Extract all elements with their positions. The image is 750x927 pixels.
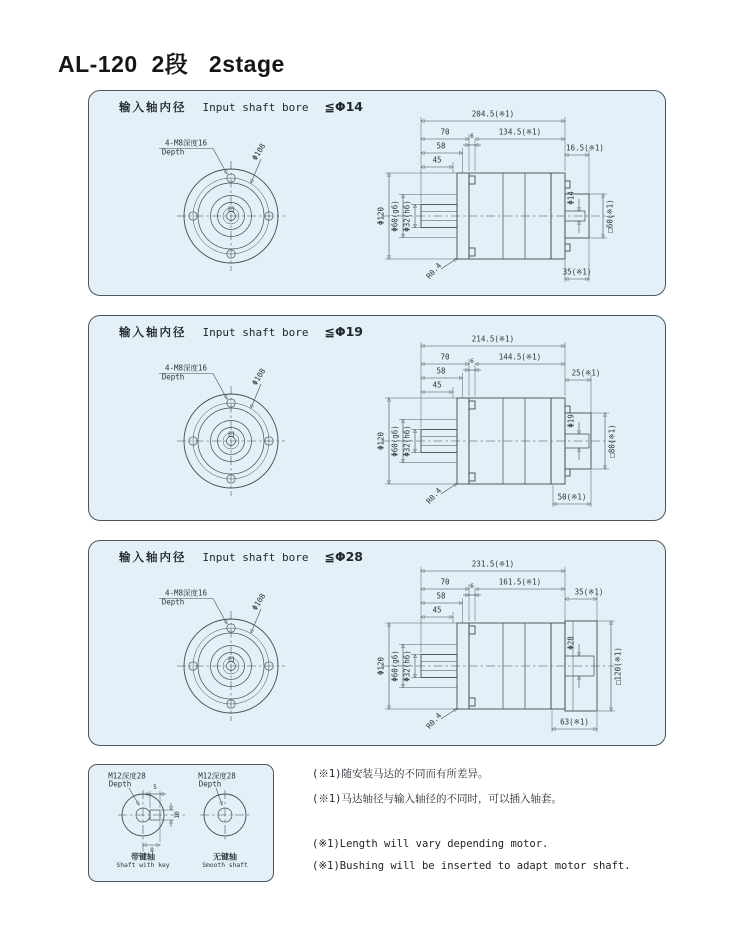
note-en-1: (※1)Length will vary depending motor.: [312, 838, 549, 850]
label-bottom_len: 35(※1): [562, 267, 592, 277]
page-title: AL-120 2段 2stage: [58, 51, 285, 77]
with-key-caption-cn: 带键轴: [131, 852, 155, 862]
label-shaft_len: 25(※1): [571, 368, 601, 378]
label-fillet: R0.4: [424, 711, 444, 731]
label-to_flange: 70: [440, 352, 450, 362]
rear-tab: [565, 406, 570, 413]
label-to_flange: 70: [440, 577, 450, 587]
label-shaft_dia: Φ32(h6): [402, 650, 412, 682]
rear-tab: [565, 181, 570, 188]
smooth-caption-en: Smooth shaft: [202, 861, 248, 869]
panel-bore-14: [88, 90, 666, 296]
flange-tab: [469, 176, 475, 184]
leader-line: [216, 788, 222, 805]
label-dim58: 58: [436, 141, 446, 151]
drawing-bore-19: [89, 316, 667, 522]
label-shaft_dia: Φ32(h6): [402, 425, 412, 457]
header-cn: 输入轴内径: [119, 550, 187, 564]
label-bottom_len: 50(※1): [557, 492, 587, 502]
label-shaft_dia: Φ32(h6): [402, 200, 412, 232]
flange-tab: [469, 248, 475, 256]
label-pilot_dia: Φ60(g6): [390, 425, 400, 457]
label-body_dia: Φ120: [376, 206, 386, 226]
header-en: Input shaft bore: [202, 551, 309, 564]
label-to_flange: 70: [440, 127, 450, 137]
label-tab: 6: [470, 357, 474, 365]
footnotes: [312, 762, 692, 892]
leader-line: [251, 159, 261, 183]
smooth-caption-cn: 无键轴: [213, 852, 237, 862]
label-bore_dia: Φ14: [566, 191, 576, 205]
leader-line: [129, 788, 139, 805]
label-bore_dia: Φ28: [566, 636, 576, 650]
label-dim58: 58: [436, 591, 446, 601]
label-flange_sq: □60(※1): [605, 199, 615, 233]
label-overall: 204.5(※1): [471, 109, 515, 119]
flange-tab: [469, 698, 475, 706]
label-pilot_dia: Φ60(g6): [390, 200, 400, 232]
label-body_dia: Φ120: [376, 656, 386, 676]
panel-header: [119, 99, 363, 115]
leader-line: [251, 384, 261, 408]
label-flange_sq: □120(※1): [613, 647, 623, 685]
label-motor_side: 161.5(※1): [498, 577, 542, 587]
flange-tab: [469, 401, 475, 409]
label-tab: 6: [470, 582, 474, 590]
rear-tab: [565, 469, 570, 476]
rear-tab: [565, 244, 570, 251]
label-bore_dia: Φ19: [566, 414, 576, 428]
leader-line: [251, 609, 261, 633]
header-bore-value: ≦Φ14: [324, 99, 363, 114]
leader-line: [441, 709, 457, 720]
with-key-caption-en: Shaft with key: [116, 861, 170, 869]
label-body_dia: Φ120: [376, 431, 386, 451]
label-flange_sq: □80(※1): [607, 424, 617, 458]
key-height-label: 10: [173, 811, 181, 819]
label-hole_note2: Depth: [161, 597, 185, 607]
drawing-bore-14: [89, 91, 667, 297]
label-bolt_circle: Φ108: [250, 366, 268, 387]
tap-note-left: M12深度28: [108, 771, 146, 781]
leader-line: [441, 259, 457, 270]
label-motor_side: 134.5(※1): [498, 127, 542, 137]
key-width-label: 5: [153, 783, 157, 791]
label-dim45: 45: [432, 155, 442, 165]
note-cn-1: (※1)随安装马达的不同而有所差异。: [312, 768, 489, 780]
label-bottom_len: 63(※1): [560, 717, 589, 727]
label-dim45: 45: [432, 605, 442, 615]
label-fillet: R0.4: [424, 486, 444, 506]
panel-bore-19: [88, 315, 666, 521]
header-bore-value: ≦Φ19: [324, 324, 363, 339]
label-hole_note: 4-M8深度16: [164, 138, 208, 148]
note-en-2: (※1)Bushing will be inserted to adapt motor shaft.: [312, 860, 631, 872]
label-bolt_circle: Φ108: [250, 591, 268, 612]
header-en: Input shaft bore: [202, 101, 309, 114]
note-cn-2: (※1)马达轴径与输入轴径的不同时，可以插入轴套。: [312, 793, 562, 805]
label-pilot_dia: Φ60(g6): [390, 650, 400, 682]
label-overall: 231.5(※1): [471, 559, 515, 569]
label-hole_note2: Depth: [161, 372, 185, 382]
tap-depth-left: Depth: [108, 779, 132, 789]
label-fillet: R0.4: [424, 261, 444, 281]
drawing-bore-28: [89, 541, 667, 747]
label-overall: 214.5(※1): [471, 334, 515, 344]
panel-bore-28: [88, 540, 666, 746]
label-shaft_len: 35(※1): [574, 587, 604, 597]
label-bolt_circle: Φ108: [250, 141, 268, 162]
key-offset-label: 8: [150, 846, 154, 854]
flange-tab: [469, 473, 475, 481]
header-en: Input shaft bore: [202, 326, 309, 339]
label-shaft_len: 16.5(※1): [566, 143, 604, 153]
label-dim45: 45: [432, 380, 442, 390]
tap-note-right: M12深度28: [198, 771, 236, 781]
tap-depth-right: Depth: [198, 779, 222, 789]
label-hole_note: 4-M8深度16: [164, 363, 208, 373]
label-dim58: 58: [436, 366, 446, 376]
panel-header: [119, 549, 363, 565]
shaft-type-panel: [88, 764, 274, 882]
header-cn: 输入轴内径: [119, 325, 187, 339]
panel-header: [119, 324, 363, 340]
flange-tab: [469, 626, 475, 634]
label-hole_note2: Depth: [161, 147, 185, 157]
header-cn: 输入轴内径: [119, 100, 187, 114]
label-hole_note: 4-M8深度16: [164, 588, 208, 598]
header-bore-value: ≦Φ28: [324, 549, 363, 564]
label-tab: 6: [470, 132, 474, 140]
label-motor_side: 144.5(※1): [498, 352, 542, 362]
leader-line: [441, 484, 457, 495]
